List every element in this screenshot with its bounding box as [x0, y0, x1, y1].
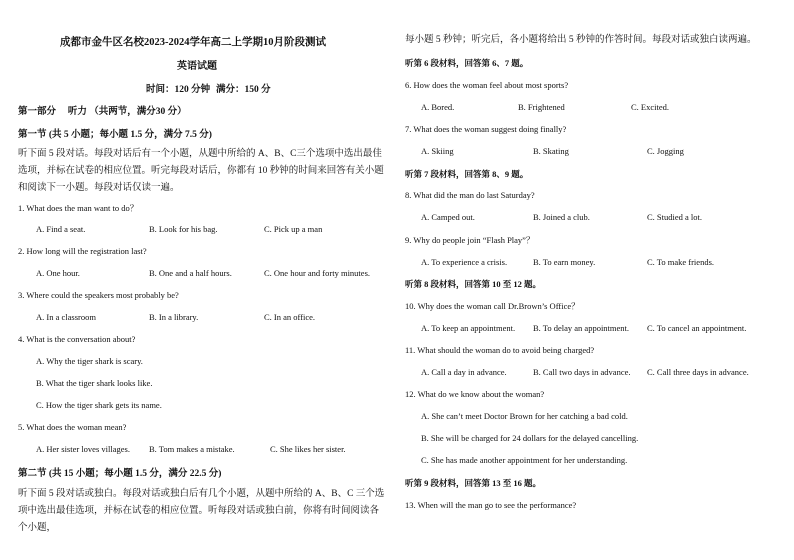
question-4: 4. What is the conversation about?: [18, 334, 136, 344]
section2-instructions-right: 每小题 5 秒钟；听完后，各小题将给出 5 秒钟的作答时间。每段对话或独白读两遍。: [405, 35, 757, 45]
question-12: 12. What do we know about the woman?: [405, 389, 545, 399]
q2-option-a: A. One hour.: [36, 268, 80, 278]
exam-title: 成都市金牛区名校2023-2024学年高二上学期10月阶段测试: [60, 37, 326, 48]
q7-option-a: A. Skiing: [421, 146, 454, 156]
q9-option-a: A. To experience a crisis.: [421, 257, 508, 267]
q3-option-a: A. In a classroom: [36, 312, 96, 322]
question-8: 8. What did the man do last Saturday?: [405, 190, 535, 200]
question-6: 6. How does the woman feel about most sports?: [405, 80, 569, 90]
q6-option-b: B. Frightened: [518, 102, 565, 112]
q12-option-a: A. She can’t meet Doctor Brown for her catching a bad cold.: [421, 411, 628, 421]
q5-option-a: A. Her sister loves villages.: [36, 444, 130, 454]
q12-option-c: C. She has made another appointment for her understanding.: [421, 455, 628, 465]
q10-option-a: A. To keep an appointment.: [421, 323, 516, 333]
q10-option-b: B. To delay an appointment.: [533, 323, 630, 333]
q4-option-b: B. What the tiger shark looks like.: [36, 378, 153, 388]
section1-instructions: 听下面 5 段对话。每段对话后有一个小题，从题中所给的 A、B、C三个选项中选出最佳选项，并标在试卷的相应位置。听完每段对话后，你都有 10 秒钟的时间来回答有关小题和阅读下一小题。每段对话仅读一遍。: [18, 149, 384, 193]
q1-option-a: A. Find a seat.: [36, 224, 86, 234]
q10-option-c: C. To cancel an appointment.: [647, 323, 747, 333]
question-10: 10. Why does the woman call Dr.Brown’s Office？: [405, 301, 580, 311]
q1-option-b: B. Look for his bag.: [149, 224, 218, 234]
q5-option-b: B. Tom makes a mistake.: [149, 444, 235, 454]
question-7: 7. What does the woman suggest doing finally?: [405, 124, 567, 134]
passage-6-header: 听第 6 段材料，回答第 6、7 题。: [405, 58, 529, 68]
section1-title: 第一节 (共 5 小题；每小题 1.5 分，满分 7.5 分): [18, 130, 212, 140]
q8-option-c: C. Studied a lot.: [647, 212, 703, 222]
question-2: 2. How long will the registration last?: [18, 246, 147, 256]
passage-7-header: 听第 7 段材料，回答第 8、9 题。: [405, 169, 529, 179]
exam-score: 满分：150 分: [216, 85, 271, 95]
passage-9-header: 听第 9 段材料，回答第 13 至 16 题。: [405, 478, 542, 488]
passage-8-header: 听第 8 段材料，回答第 10 至 12 题。: [405, 279, 542, 289]
q8-option-b: B. Joined a club.: [533, 212, 590, 222]
q5-option-c: C. She likes her sister.: [270, 444, 346, 454]
q11-option-b: B. Call two days in advance.: [533, 367, 631, 377]
section2-instructions-left: 听下面 5 段对话或独白。每段对话或独白后有几个小题，从题中所给的 A、B、C 三个选项中选出最佳选项，并标在试卷的相应位置。听每段对话或独白前，你将有时间阅读各个小题，: [18, 489, 385, 533]
q12-option-b: B. She will be charged for 24 dollars for the delayed cancelling.: [421, 433, 639, 443]
q11-option-c: C. Call three days in advance.: [647, 367, 749, 377]
question-5: 5. What does the woman mean?: [18, 422, 127, 432]
q1-option-c: C. Pick up a man: [264, 224, 323, 234]
q6-option-a: A. Bored.: [421, 102, 455, 112]
question-13: 13. When will the man go to see the performance?: [405, 500, 577, 510]
q4-option-c: C. How the tiger shark gets its name.: [36, 400, 162, 410]
q3-option-c: C. In an office.: [264, 312, 316, 322]
exam-time: 时间：120 分钟: [146, 85, 211, 95]
exam-subject: 英语试题: [177, 61, 217, 72]
question-9: 9. Why do people join “Flash Play”？: [405, 235, 535, 245]
q2-option-b: B. One and a half hours.: [149, 268, 232, 278]
q7-option-c: C. Jogging: [647, 146, 684, 156]
section2-title: 第二节 (共 15 小题；每小题 1.5 分，满分 22.5 分): [18, 469, 222, 479]
q11-option-a: A. Call a day in advance.: [421, 367, 507, 377]
question-11: 11. What should the woman do to avoid being charged?: [405, 345, 595, 355]
question-3: 3. Where could the speakers most probably be?: [18, 290, 179, 300]
part1-title: 第一部分 听力 （共两节，满分30 分）: [18, 107, 187, 117]
q8-option-a: A. Camped out.: [421, 212, 475, 222]
q9-option-b: B. To earn money.: [533, 257, 596, 267]
q7-option-b: B. Skating: [533, 146, 569, 156]
q9-option-c: C. To make friends.: [647, 257, 714, 267]
q2-option-c: C. One hour and forty minutes.: [264, 268, 370, 278]
question-1: 1. What does the man want to do？: [18, 203, 139, 213]
q4-option-a: A. Why the tiger shark is scary.: [36, 356, 143, 366]
q3-option-b: B. In a library.: [149, 312, 199, 322]
q6-option-c: C. Excited.: [631, 102, 670, 112]
